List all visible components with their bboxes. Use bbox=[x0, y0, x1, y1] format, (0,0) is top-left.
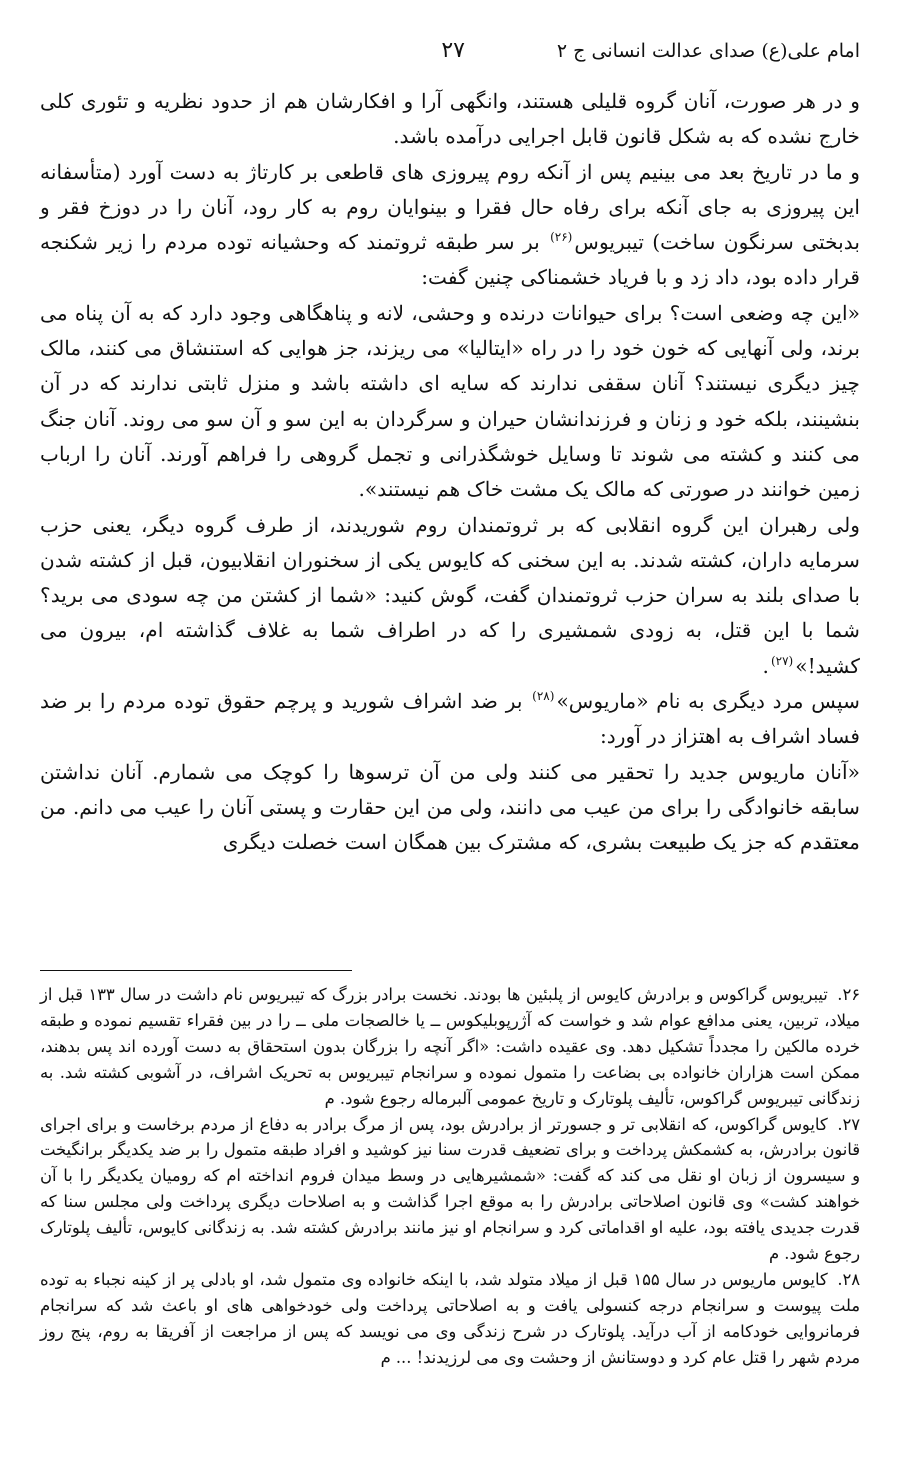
footnote-27 bbox=[40, 1112, 860, 1267]
paragraph-2-part-a: و ما در تاریخ بعد می بینیم پس از آنکه روم پیروزی های قاطعی بر کارتاژ به دست آورد (متأسفانه این پیروزی به جای آنکه برای رفاه حال فقرا و بینوایان روم به کار رود، آنان را در دوزخ فقر و بدبختی سرنگون ساخت) تیبریوس bbox=[40, 159, 860, 255]
footnote-text: کایوس ماریوس در سال ۱۵۵ قبل از میلاد متولد شد، با اینکه خانواده وی متمول شد، او بادلی پر از کینه نجباء به توده ملت پیوست و سرانجام درجه کنسولی یافت و به اصلاحاتی پرداخت ولی خودخواهی های او باعث شد که سرانجام فرمانروایی خودکامه از آب درآید. پلوتارک در شرح زندگی وی می نویسد که پس از مراجعت از آفریقا به روم، پنج روز مردم شهر را قتل عام کرد و دوستانش از وحشت وی می لرزیدند! ... م bbox=[40, 1269, 860, 1367]
paragraph-2-part-b: بر سر طبقه ثروتمند که وحشیانه توده مردم را زیر شکنجه قرار داده بود، داد زد و با فریاد خشمناکی چنین گفت: bbox=[40, 230, 860, 290]
footnote-number: ۲۷. bbox=[837, 1114, 860, 1134]
paragraph-1: و در هر صورت، آنان گروه قلیلی هستند، وانگهی آرا و افکارشان هم از حدود نظریه و تئوری کلی خارج نشده که به شکل قانون قابل اجرایی درآمده باشد. bbox=[40, 89, 860, 149]
footnote-number: ۲۸. bbox=[837, 1269, 861, 1289]
paragraph-5-part-a: سپس مرد دیگری به نام «ماریوس» bbox=[556, 689, 860, 714]
paragraph-4-text: ولی رهبران این گروه انقلابی که بر ثروتمندان روم شوریدند، از طرف گروه دیگر، یعنی حزب سرمایه داران، کشته شدند. به این سخنی که کایوس یکی از سخنوران انقلابیون، قبل از کشته شدن با صدای بلند به سران حزب ثروتمندان گفت، گوش کنید: «شما از کشتن من چه سودی می برید؟ شما با این قتل، به زودی شمشیری را که در اطراف شما به غلاف گذاشته ام، بیرون می کشید!» bbox=[40, 512, 860, 678]
page-header bbox=[40, 34, 860, 68]
paragraph-5-part-b: بر ضد اشراف شورید و پرچم حقوق توده مردم را بر ضد فساد اشراف به اهتزاز در آورد: bbox=[40, 689, 860, 749]
paragraph-3-quote: «این چه وضعی است؟ برای حیوانات درنده و وحشی، لانه و پناهگاهی وجود دارد که به آن پناه می برند، ولی آنهایی که خون خود را در راه «ایتالیا» می ریزند، جز هوایی که استنشاق می کنند، مالک چیز دیگری نیستند؟ آنان سقفی ندارند که سایه ای داشته باشد و منزل ثابتی ندارند که در آن بنشینند، بلکه خود و زنان و فرزندانشان حیران و سرگردان به این سو و آن سو می روند. آنان جنگ می کنند و کشته می شوند تا وسایل خوشگذرانی و تجمل گروهی را فراهم آورند. آنان را ارباب زمین خوانند در صورتی که مالک یک مشت خاک هم نیستند». bbox=[40, 300, 861, 502]
footnote-divider bbox=[40, 970, 352, 971]
running-title: امام علی(ع) صدای عدالت انسانی ج ۲ bbox=[556, 40, 860, 62]
footnote-number: ۲۶. bbox=[837, 985, 860, 1004]
footnote-ref-26[interactable]: (۲۶) bbox=[550, 230, 573, 245]
paragraph-2 bbox=[40, 155, 860, 296]
paragraph-4: ولی رهبران این گروه انقلابی که بر ثروتمندان روم شوریدند، از طرف گروه دیگر، یعنی حزب سرمایه داران، کشته شدند. به این سخنی که کایوس یکی از سخنوران انقلابیون، قبل از کشته شدن با صدای بلند به سران حزب ثروتمندان گفت، گوش کنید: «شما از کشتن من چه سودی می برید؟ شما با این قتل، به زودی شمشیری را که در اطراف شما به غلاف گذاشته ام، بیرون می کشید!»$^{(۲۷)}$. bbox=[40, 512, 860, 678]
footnote-text: کایوس گراکوس، که انقلابی تر و جسورتر از برادرش بود، پس از مرگ برادر به دفاع از مردم برخاست و برای اجرای قانون برادرش، به کشمکش پرداخت و برای تضعیف قدرت سنا نیز کوشید و افراد طبقه متمول را بر ضد یکدیگر برانگیخت و سیسرون از زبان او نقل می کند که گفت: «شمشیرهایی در وسط میدان فروم انداخته ام که رومیان یکدیگر را با آن خواهند کشت» وی قانون اصلاحاتی برادرش را به موقع اجرا گذاشت و به اصلاحات دیگری پرداخت ولی مجلس سنا که قدرت جدیدی یافته بود، علیه او اقداماتی کرد و سرانجام او نیز مانند برادرش کشته شد. به زندگانی کایوس، تألیف پلوتارک رجوع شود. م bbox=[40, 1114, 860, 1264]
paragraph-6-quote: «آنان ماریوس جدید را تحقیر می کنند ولی من آن ترسوها را کوچک می شمارم. آنان نداشتن سابقه خانوادگی را برای من عیب می دانند، ولی من این حقارت و پستی آنان را عیب می دانم. من معتقدم که جز یک طبیعت بشری، که مشترک بین همگان است خصلت دیگری bbox=[40, 759, 860, 855]
paragraph-5 bbox=[40, 684, 860, 755]
footnote-text: تیبریوس گراکوس و برادرش کایوس از پلبئین ها بودند. نخست برادر بزرگ که تیبریوس نام داشت در سال ۱۳۳ قبل از میلاد، تربین، یعنی مدافع عوام شد و خواست که آژرپوبلیکوس ــ یا خالصجات ملی ــ را در بین فقراء تقسیم نموده و طبقه خرده مالکین را مجدداً تشکیل دهد. وی عقیده داشت: «اگر آنچه را بزرگان بدون استحقاق به دست آورده اند پس بدهند، ممکن است هزاران خانواده بی بضاعت را متمول نموده و سرانجام تیبریوس به تحریک اشراف، در آشوبی کشته شد. به زندگانی تیبریوس گراکوس، تألیف پلوتارک و تاریخ عمومی آلبرماله رجوع شود. م bbox=[40, 985, 860, 1108]
footnote-28 bbox=[40, 1267, 860, 1371]
main-text bbox=[40, 84, 860, 861]
footnote-26 bbox=[40, 982, 860, 1112]
page-number: ۲۷ bbox=[441, 38, 465, 63]
book-page bbox=[40, 0, 860, 1479]
footnote-ref-28[interactable]: (۲۸) bbox=[532, 689, 555, 704]
footnotes bbox=[40, 982, 860, 1371]
footnote-ref-27[interactable]: (۲۷) bbox=[770, 654, 794, 669]
